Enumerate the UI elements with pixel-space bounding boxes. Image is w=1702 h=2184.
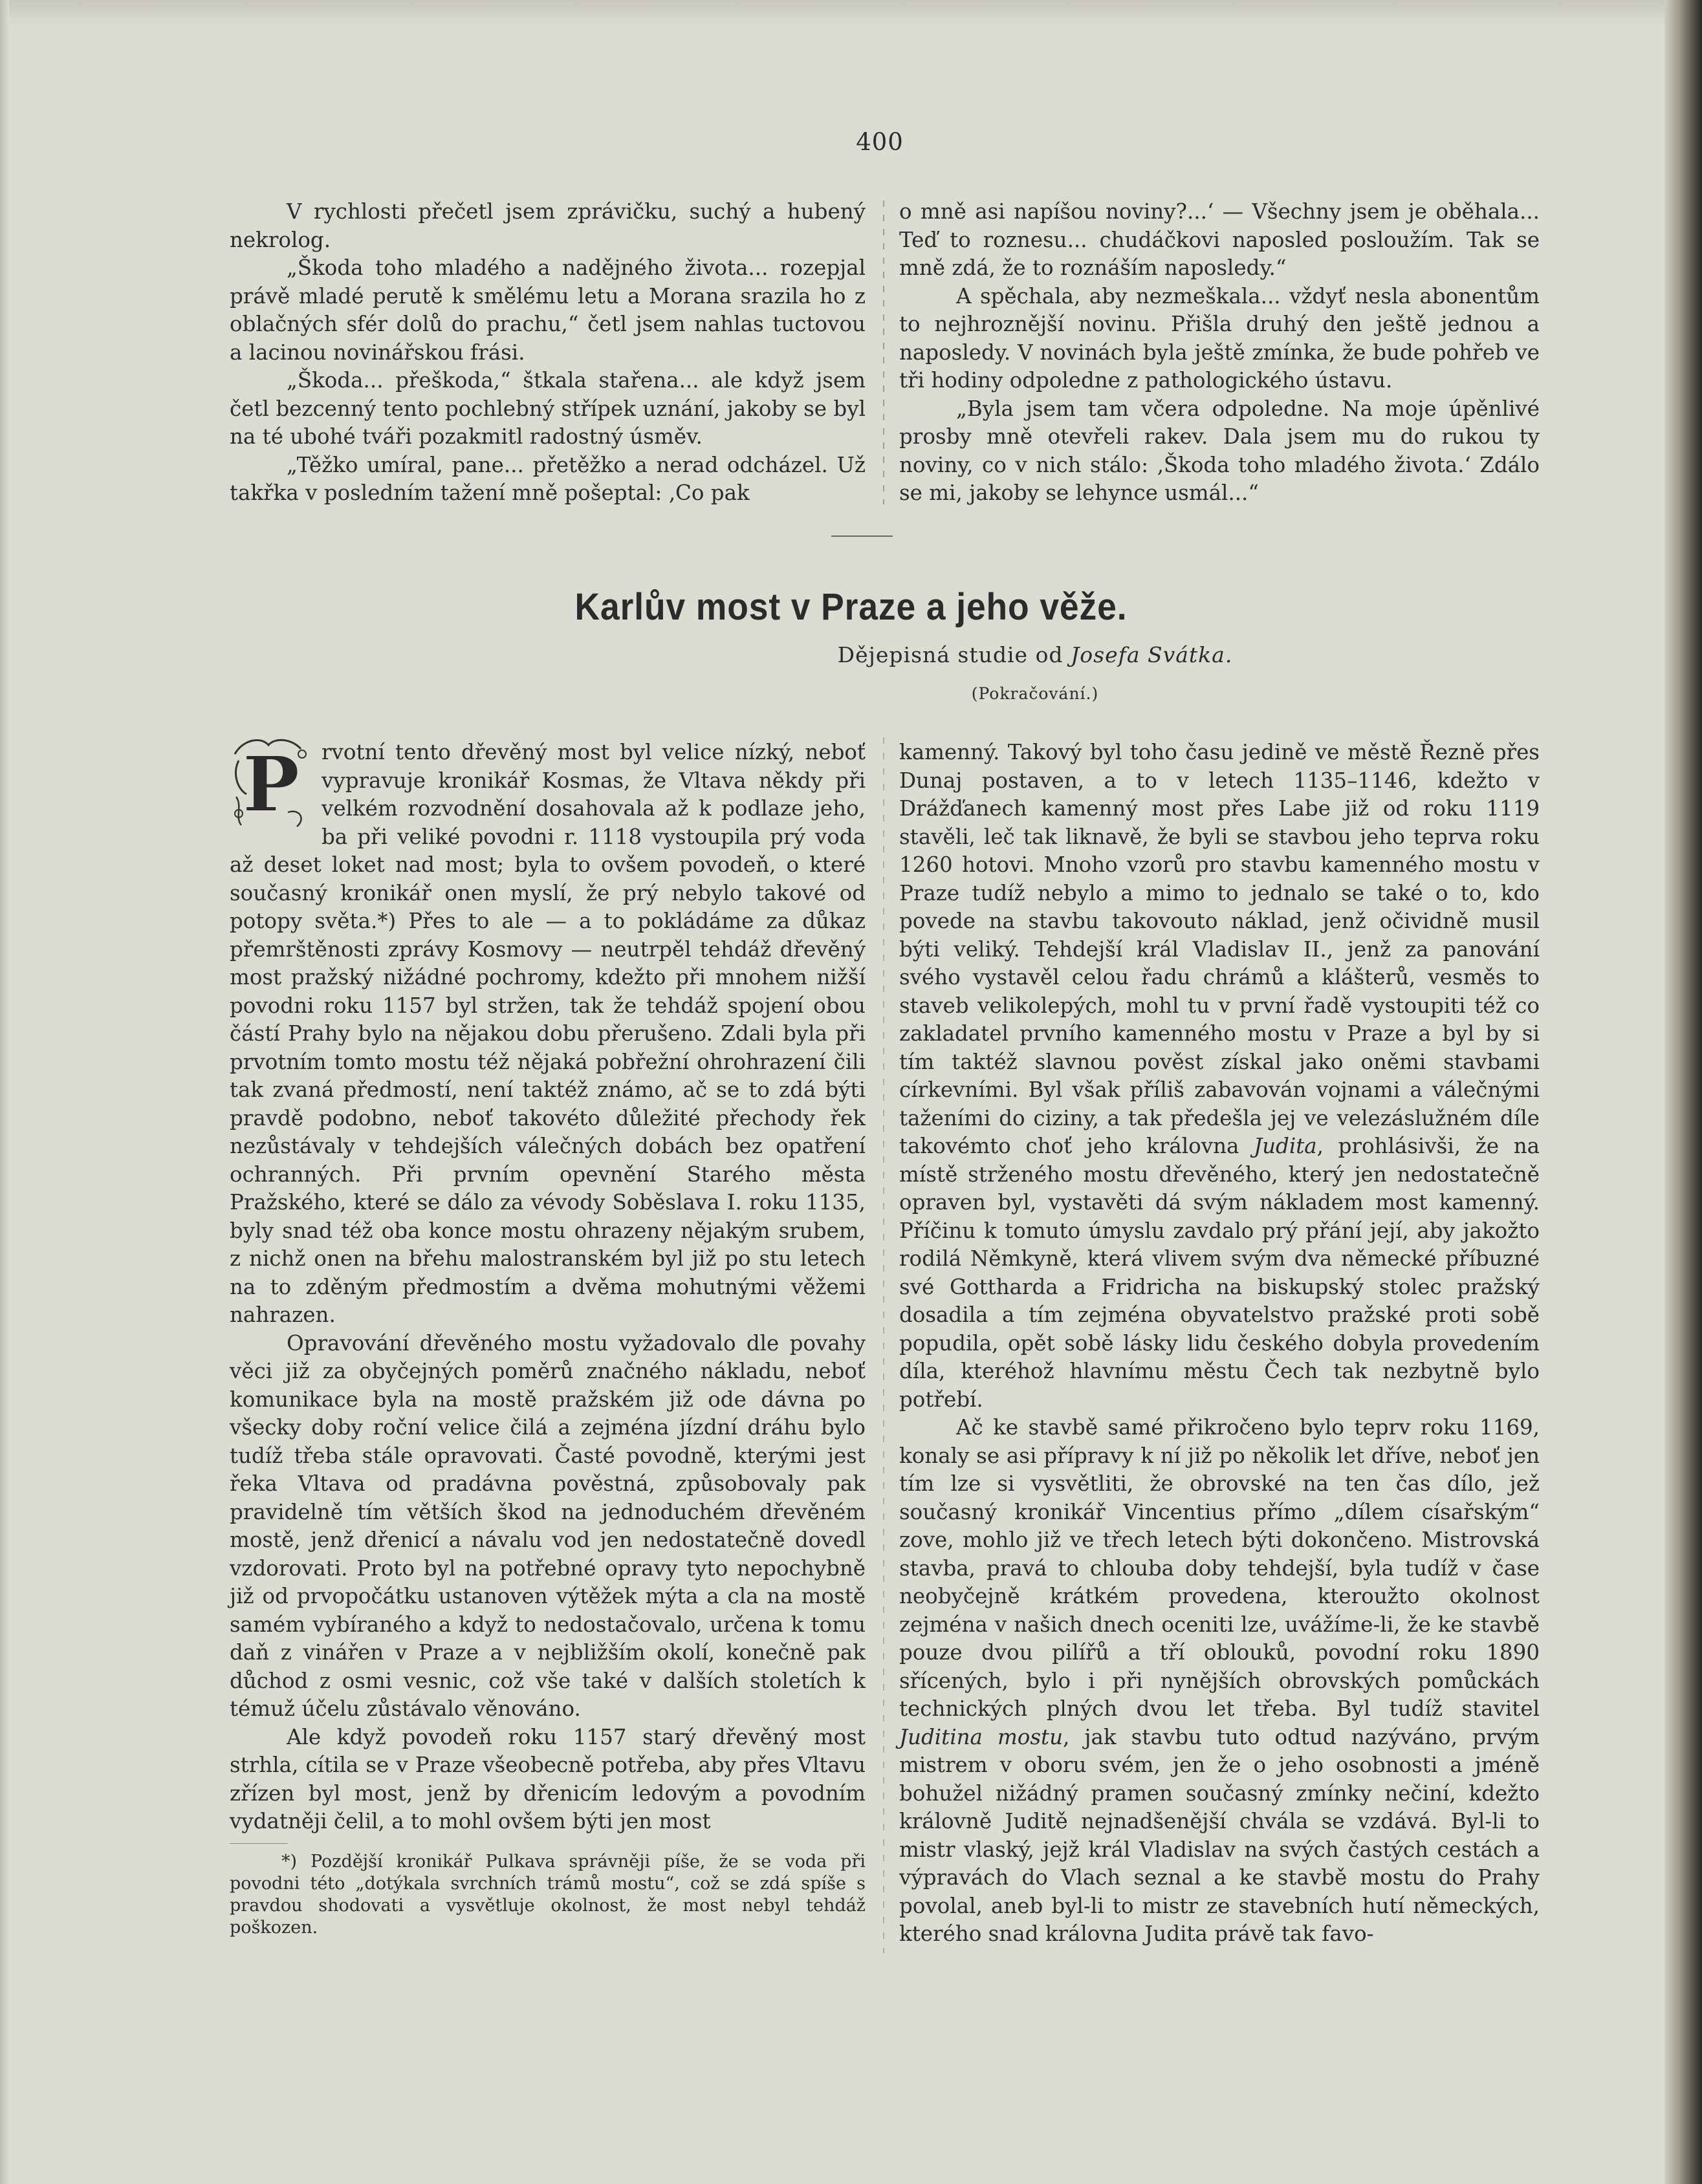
scan-top-shadow (0, 0, 1664, 26)
paragraph: „Byla jsem tam včera odpoledne. Na moje úpěnlivé prosby mně otevřeli rakev. Dala jsem mu do rukou ty noviny, co v nich stálo: ‚Škoda toho mladého života.‘ Zdálo se mi, jakoby se lehynce usmál...“ (899, 396, 1540, 505)
section-separator-rule (831, 535, 893, 537)
paragraph: V rychlosti přečetl jsem zprávičku, suchý a hubený nekrolog. (230, 199, 866, 252)
paragraph: Ale když povodeň roku 1157 starý dřevěný most strhla, cítila se v Praze všeobecně potřeba, aby přes Vltavu zřízen byl most, jenž by dřenicím ledovým a povodním vydatněji čelil, a to mohl ovšem býti jen most (230, 1724, 866, 1833)
article-subtitle (647, 642, 1423, 667)
continued-note: (Pokračování.) (971, 684, 1099, 703)
scan-left-edge (0, 0, 9, 2184)
paragraph: o mně asi napíšou noviny?...‘ — Všechny jsem je oběhala... Teď to roznesu... chudáčkovi naposled posloužím. Tak se mně zdá, že to roznáším naposledy.“ (899, 199, 1540, 280)
text-run: , prohlásivši, že na místě strženého mostu dřevěného, který jen nedostatečně opraven byl, vystavěti dá svým nákladem most kamenný. Příčinu k tomuto úmyslu zavdalo prý přání její, aby jakožto rodilá Němkyně, která vlivem svým dva německé příbuzné své Gottharda a Fridricha na biskupský stolec pražský dosadila a tím zejména obyvatelstvo pražské proti sobě popudila, opět sobě lásky lidu českého dobyla provedením díla, kteréhož hlavnímu městu Čech tak nezbytně bylo potřebí. (899, 1134, 1540, 1412)
paragraph (899, 1414, 1540, 1949)
paragraph (899, 739, 1540, 1414)
paragraph: „Škoda toho mladého a nadějného života... rozepjal právě mladé perutě k smělému letu a Morana srazila ho z oblačných sfér dolů do prachu,“ četl jsem nahlas tuctovou a lacinou novinářskou frási. (230, 255, 866, 365)
previous-story-right-column (899, 198, 1540, 508)
text-run: kamenný. Takový byl toho času jedině ve městě Řezně přes Dunaj postaven, a to v letech 1135–1146, kdežto v Drážďanech kamenný most přes Labe již od roku 1119 stavěli, leč tak liknavě, že byli se stavbou jeho teprva roku 1260 hotovi. Mnoho vzorů pro stavbu kamenného mostu v Praze tudíž nebylo a mimo to jednalo se také o to, kdo povede na stavbu takovouto náklad, jenž očividně musil býti veliký. Tehdejší král Vladislav II., jenž za panování svého vystavěl celou řadu chrámů a klášterů, vesměs to staveb velikolepých, mohl tu v první řadě vystoupiti též co zakladatel prvního kamenného mostu v Praze a byl by si tím taktéž slavnou pověst získal jako oněmi stavbami církevními. Byl však příliš zabavován vojnami a válečnými taženími do ciziny, a tak předešla jej ve velezáslužném díle takovémto choť jeho královna (899, 740, 1540, 1158)
article-left-column (230, 739, 866, 1836)
paragraph: rvotní tento dřevěný most byl velice nízký, neboť vypravuje kronikář Kosmas, že Vltava někdy při velkém rozvodnění dosahovala až k podlaze jeho, ba při veliké povodni r. 1118 vystoupila prý voda až deset loket nad most; byla to ovšem povodeň, o které současný kronikář onen myslí, že prý nebylo takové od potopy světa.*) Přes to ale — a to pokládáme za důkaz přemrštěnosti zprávy Kosmovy — neutrpěl tehdáž dřevěný most pražský nižádné pochromy, kdežto při mnohem nižší povodni roku 1157 byl stržen, tak že tehdáž spojení obou částí Prahy bylo na nějakou dobu přerušeno. Zdali byla při prvotním tomto mostu též nějaká pobřežní ohrohrazení čili tak zvaná předmostí, není taktéž známo, ač se to zdá býti pravdě podobno, neboť takovéto důležité přechody řek nezůstávaly v tehdejších válečných dobách bez opatření ochranných. Při prvním opevnění Starého města Pražského, které se dálo za vévody Soběslava I. roku 1135, byly snad též oba konce mostu ohrazeny nějakým srubem, z nichž onen na břehu malostranském byl již po stu letech na to zděným předmostím a dvěma mohutnými věžemi nahrazen. (230, 740, 866, 1327)
column-divider (883, 200, 884, 504)
italic-name: Judita (1254, 1134, 1317, 1158)
article-right-column (899, 739, 1540, 1949)
text-run: , jak stavbu tuto odtud nazýváno, prvým mistrem v oboru svém, jen že o jeho osobnosti a jméně bohužel nižádný pramen současný zmínky nečiní, kdežto královně Juditě nejnadšenější chvála se vzdává. Byl-li to mistr vlaský, jejž král Vladislav na svých častých cestách a výpravách do Vlach seznal a ke stavbě mostu do Prahy povolal, aneb byl-li to mistr ze stavebních hutí německých, kterého snad královna Judita právě tak favo- (899, 1724, 1540, 1946)
paragraph: A spěchala, aby nezmeškala... vždyť nesla abonentům to nejhroznější novinu. Přišla druhý den ještě jednou a naposledy. V novinách byla ještě zmínka, že bude pohřeb ve tři hodiny odpoledne z pathologického ústavu. (899, 283, 1540, 393)
dropcap-letter: P (242, 739, 300, 829)
footnote-text: *) Pozdější kronikář Pulkava správněji píše, že se voda při povodni této „dotýkala svrchních trámů mostu“, což se zdá spíše s pravdou shodovati a vysvětluje okolnost, že most nebyl tehdáž poškozen. (230, 1852, 866, 1938)
previous-story-left-column (230, 198, 866, 508)
paragraph: „Těžko umíral, pane... přetěžko a nerad odcházel. Už takřka v posledním tažení mně pošeptal: ‚Co pak (230, 452, 866, 505)
paragraph: „Škoda... přeškoda,“ štkala stařena... ale když jsem četl bezcenný tento pochlebný střípek uznání, jakoby se byl na té ubohé tváři pozakmitl radostný úsměv. (230, 368, 866, 449)
article-title: Karlův most v Praze a jeho věže. (574, 586, 1128, 628)
ornamental-dropcap-icon (230, 735, 311, 833)
footnote-rule (230, 1843, 288, 1844)
page-number: 400 (856, 128, 904, 156)
author-name: Josefa Svátka. (1071, 642, 1233, 667)
italic-name: Juditina mostu (899, 1724, 1064, 1749)
column-divider (883, 737, 884, 1953)
footnote (230, 1851, 866, 1939)
scan-binding-edge (1664, 0, 1702, 2184)
subtitle-prefix: Dějepisná studie od (837, 642, 1071, 667)
text-run: Ač ke stavbě samé přikročeno bylo teprv roku 1169, konaly se asi přípravy k ní již po několik let dříve, neboť jen tím lze si vysvětliti, že obrovské na ten čas dílo, jež současný kronikář Vincentius přímo „dílem císařským“ zove, mohlo již ve třech letech býti dokončeno. Mistrovská stavba, pravá to chlouba doby tehdejší, byla tudíž v čase neobyčejně krátkém provedena, kteroužto okolnost zejména v našich dnech oceniti lze, uvážíme-li, že ke stavbě pouze dvou pilířů a tří oblouků, povodní roku 1890 sřícených, bylo i při nynějších obrovských pomůckách technických plných dvou let třeba. Byl tudíž stavitel (899, 1415, 1540, 1721)
paragraph: Opravování dřevěného mostu vyžadovalo dle povahy věci již za obyčejných poměrů značného nákladu, neboť komunikace byla na mostě pražském již ode dávna po všecky doby roční velice čilá a zejména jízdní dráhu bylo tudíž třeba stále opravovati. Časté povodně, kterými jest řeka Vltava od pradávna pověstná, způsobovaly pak pravidelně tím větších škod na jednoduchém dřevěném mostě, jenž dřenicí a návalu vod jen nedostatečně dovedl vzdorovati. Proto byl na potřebné opravy tyto nepochybně již od prvopočátku ustanoven výtěžek mýta a cla na mostě samém vybíraného a když to nedostačovalo, určena k tomu daň z vinářen v Praze a v nejbližším okolí, konečně pak důchod z osmi vesnic, což vše také v dalších stoletích k témuž účelu zůstávalo věnováno. (230, 1330, 866, 1721)
